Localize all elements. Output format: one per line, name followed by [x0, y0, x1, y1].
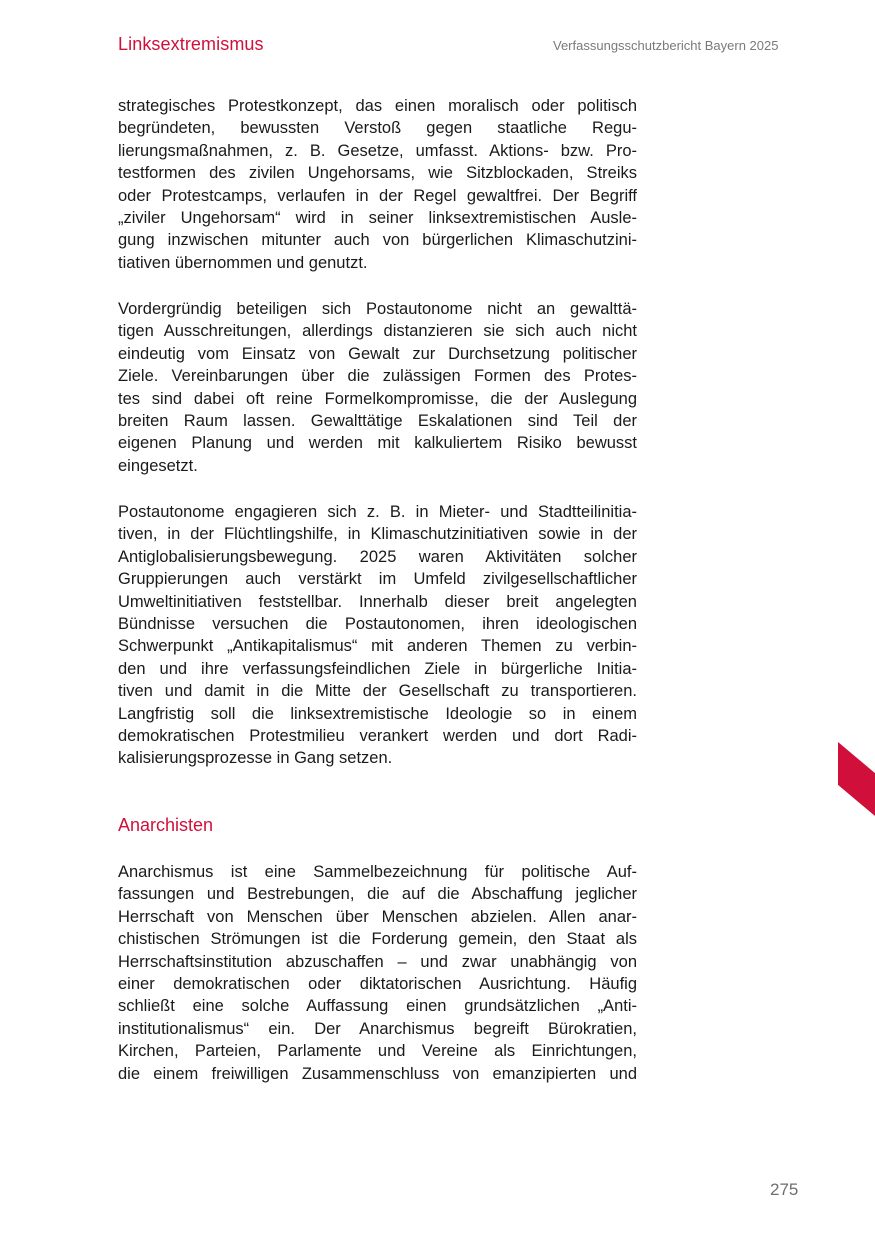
- text-line: tes sind dabei oft reine Formelkompromisse, die der Auslegung: [118, 389, 637, 408]
- text-line: tigen Ausschreitungen, allerdings distanzieren sie sich auch nicht: [118, 322, 637, 341]
- text-line: Langfristig soll die linksextremistische Ideologie so in einem: [118, 704, 637, 723]
- text-line: eindeutig vom Einsatz von Gewalt zur Durchsetzung politischer: [118, 344, 637, 363]
- chapter-tab-marker: [838, 742, 875, 816]
- text-line: demokratischen Protestmilieu verankert werden und dort Radi-: [118, 727, 637, 745]
- text-line: Schwerpunkt „Antikapitalismus“ mit anderen Themen zu verbin-: [118, 637, 637, 656]
- text-line: eigenen Planung und werden mit kalkuliertem Risiko bewusst: [118, 434, 637, 453]
- text-line: gung inzwischen mitunter auch von bürgerlichen Klimaschutzini-: [118, 231, 637, 250]
- text-line: institutionalismus“ ein. Der Anarchismus begreift Bürokratien,: [118, 1019, 637, 1038]
- text-line: tiven, in der Flüchtlingshilfe, in Klimaschutzinitiativen sowie in der: [118, 525, 637, 544]
- text-line: Vordergründig beteiligen sich Postautonome nicht an gewalttä-: [118, 300, 637, 318]
- text-line: kalisierungsprozesse in Gang setzen.: [118, 749, 393, 768]
- text-line: Umweltinitiativen feststellbar. Innerhalb dieser breit angelegten: [118, 592, 637, 611]
- text-line: Ziele. Vereinbarungen über die zulässigen Formen des Protes-: [118, 367, 637, 386]
- text-line: schließt eine solche Auffassung einen grundsätzlichen „Anti-: [118, 997, 637, 1016]
- section-title: Linksextremismus: [118, 34, 264, 54]
- page-number: 275: [770, 1180, 799, 1199]
- text-line: „ziviler Ungehorsam“ wird in seiner linksextremistischen Ausle-: [118, 209, 637, 227]
- text-line: tiven und damit in die Mitte der Gesellschaft zu transportieren.: [118, 682, 637, 701]
- text-line: die einem freiwilligen Zusammenschluss von emanzipierten und: [118, 1064, 637, 1083]
- text-line: strategisches Protestkonzept, das einen moralisch oder politisch: [118, 97, 637, 115]
- text-line: lierungsmaßnahmen, z. B. Gesetze, umfasst. Aktions- bzw. Pro-: [118, 141, 637, 160]
- text-line: fassungen und Bestrebungen, die auf die Abschaffung jeglicher: [118, 885, 637, 904]
- text-line: einer demokratischen oder diktatorischen Ausrichtung. Häufig: [118, 975, 637, 993]
- text-line: Anarchismus ist eine Sammelbezeichnung für politische Auf-: [118, 863, 637, 881]
- text-line: eingesetzt.: [118, 456, 198, 475]
- text-line: tiativen übernommen und genutzt.: [118, 253, 368, 272]
- text-line: Herrschaftsinstitution abzuschaffen – und zwar unabhängig von: [118, 952, 637, 971]
- text-line: testformen des zivilen Ungehorsams, wie Sitzblockaden, Streiks: [118, 164, 637, 183]
- text-line: breiten Raum lassen. Gewalttätige Eskalationen sind Teil der: [118, 412, 637, 430]
- text-line: oder Protestcamps, verlaufen in der Regel gewaltfrei. Der Begriff: [118, 186, 637, 205]
- publication-title: Verfassungsschutzbericht Bayern 2025: [553, 38, 779, 53]
- text-line: Postautonome engagieren sich z. B. in Mieter- und Stadtteilinitia-: [118, 503, 637, 521]
- text-line: Gruppierungen auch verstärkt im Umfeld zivilgesellschaftlicher: [118, 570, 637, 589]
- text-line: Kirchen, Parteien, Parlamente und Vereine als Einrichtungen,: [118, 1042, 637, 1061]
- text-line: Herrschaft von Menschen über Menschen abzielen. Allen anar-: [118, 907, 637, 926]
- text-line: den und ihre verfassungsfeindlichen Ziele in bürgerliche Initia-: [118, 659, 637, 678]
- text-line: chistischen Strömungen ist die Forderung gemein, den Staat als: [118, 930, 637, 949]
- section-heading: Anarchisten: [118, 815, 214, 835]
- text-line: Antiglobalisierungsbewegung. 2025 waren Aktivitäten solcher: [118, 547, 637, 566]
- text-line: Bündnisse versuchen die Postautonomen, ihren ideologischen: [118, 615, 637, 633]
- text-line: begründeten, bewussten Verstoß gegen staatliche Regu-: [118, 119, 637, 138]
